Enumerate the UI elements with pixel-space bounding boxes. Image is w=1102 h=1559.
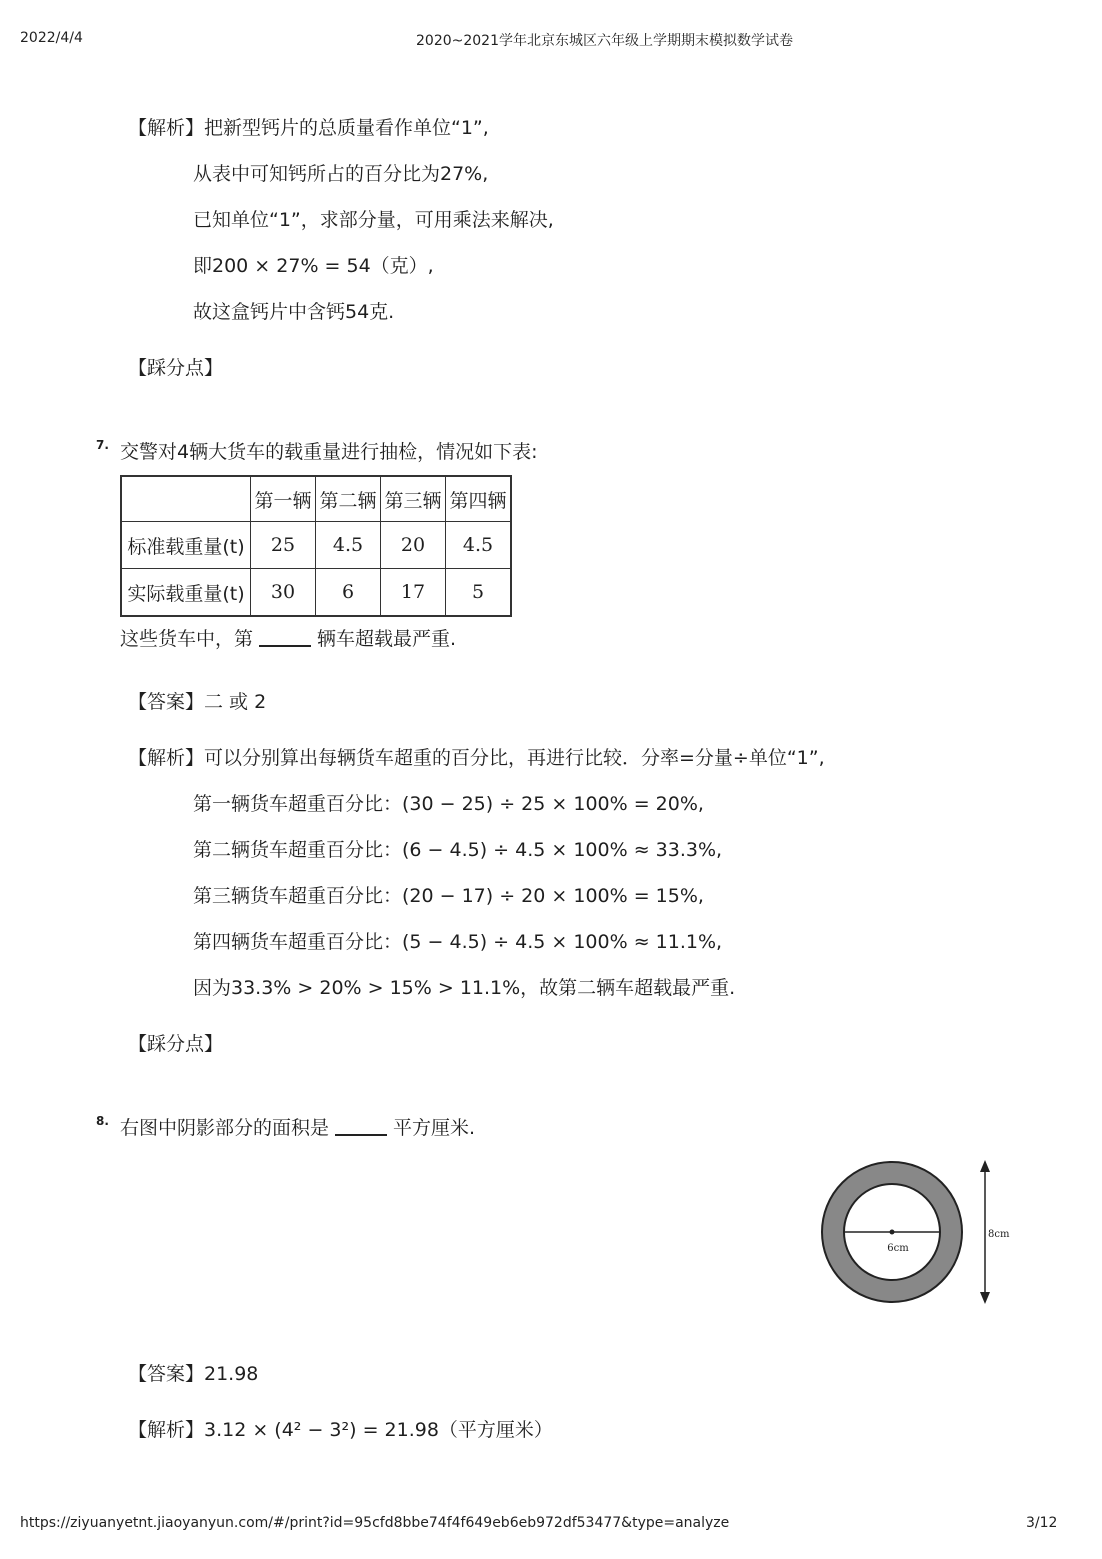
arrow-down-icon [980,1292,990,1304]
q7-analysis-line-2: 第一辆货车超重百分比：(30 − 25) ÷ 25 × 100% = 20%, [193,793,704,815]
table-row-label: 标准载重量(t) [121,522,251,569]
q6-analysis-line-2: 从表中可知钙所占的百分比为27%, [193,163,489,185]
inner-diameter-label: 6cm [887,1243,909,1254]
q7-answer-blank[interactable] [259,627,311,647]
q7-table [120,475,512,617]
table-header-cell: 第二辆 [316,476,381,522]
q7-question-pre: 这些货车中，第 [120,628,254,650]
q6-analysis-line-4: 即200 × 27% = 54（克）, [193,255,434,277]
q7-question-post: 辆车超载最严重. [317,628,457,650]
q7-analysis-line-1: 【解析】可以分别算出每辆货车超重的百分比，再进行比较．分率=分量÷单位“1”, [128,747,825,769]
q7-analysis-line-4: 第三辆货车超重百分比：(20 − 17) ÷ 20 × 100% = 15%, [193,885,704,907]
q7-analysis-line-3: 第二辆货车超重百分比：(6 − 4.5) ÷ 4.5 × 100% ≈ 33.3%, [193,839,723,861]
table-cell: 5 [446,569,512,617]
ring-figure [815,1155,1010,1310]
table-cell: 4.5 [446,522,512,569]
table-header-cell: 第四辆 [446,476,512,522]
footer-page-number: 3/12 [1026,1515,1058,1531]
outer-diameter-label: 8cm [988,1229,1010,1240]
header-date: 2022/4/4 [20,30,83,46]
q7-analysis-line-5: 第四辆货车超重百分比：(5 − 4.5) ÷ 4.5 × 100% ≈ 11.1%, [193,931,723,953]
table-row [121,569,511,617]
table-cell: 25 [251,522,316,569]
table-cell: 6 [316,569,381,617]
center-dot [890,1230,895,1235]
header-title: 2020~2021学年北京东城区六年级上学期期末模拟数学试卷 [416,33,793,49]
q7-number: 7. [96,438,109,452]
q7-stem: 交警对4辆大货车的载重量进行抽检，情况如下表: [120,441,538,463]
q8-number: 8. [96,1114,109,1128]
table-cell: 17 [381,569,446,617]
table-header-row [121,476,511,522]
q8-question-post: 平方厘米. [393,1117,476,1139]
table-cell: 4.5 [316,522,381,569]
q7-points-label: 【踩分点】 [128,1033,224,1055]
arrow-up-icon [980,1160,990,1172]
table-header-cell: 第一辆 [251,476,316,522]
q8-answer: 【答案】21.98 [128,1363,259,1385]
table-cell: 20 [381,522,446,569]
q6-analysis-line-5: 故这盒钙片中含钙54克. [193,301,395,323]
table-header-cell: 第三辆 [381,476,446,522]
q8-analysis: 【解析】3.12 × (4² − 3²) = 21.98（平方厘米） [128,1419,553,1441]
footer-url[interactable]: https://ziyuanyetnt.jiaoyanyun.com/#/print?id=95cfd8bbe74f4f649eb6eb972df53477&type=analyze [20,1515,730,1531]
table-cell: 30 [251,569,316,617]
q8-question [120,1116,475,1140]
table-corner-cell [121,476,251,522]
q7-question [120,627,456,651]
q6-analysis-line-1: 【解析】把新型钙片的总质量看作单位“1”, [128,117,489,139]
q7-analysis-line-6: 因为33.3% > 20% > 15% > 11.1%，故第二辆车超载最严重. [193,977,736,999]
table-row-label: 实际载重量(t) [121,569,251,617]
q8-answer-blank[interactable] [335,1116,387,1136]
q6-analysis-line-3: 已知单位“1”，求部分量，可用乘法来解决, [193,209,554,231]
q8-question-pre: 右图中阴影部分的面积是 [120,1117,330,1139]
q6-points-label: 【踩分点】 [128,357,224,379]
q7-answer: 【答案】二 或 2 [128,691,267,713]
table-row [121,522,511,569]
